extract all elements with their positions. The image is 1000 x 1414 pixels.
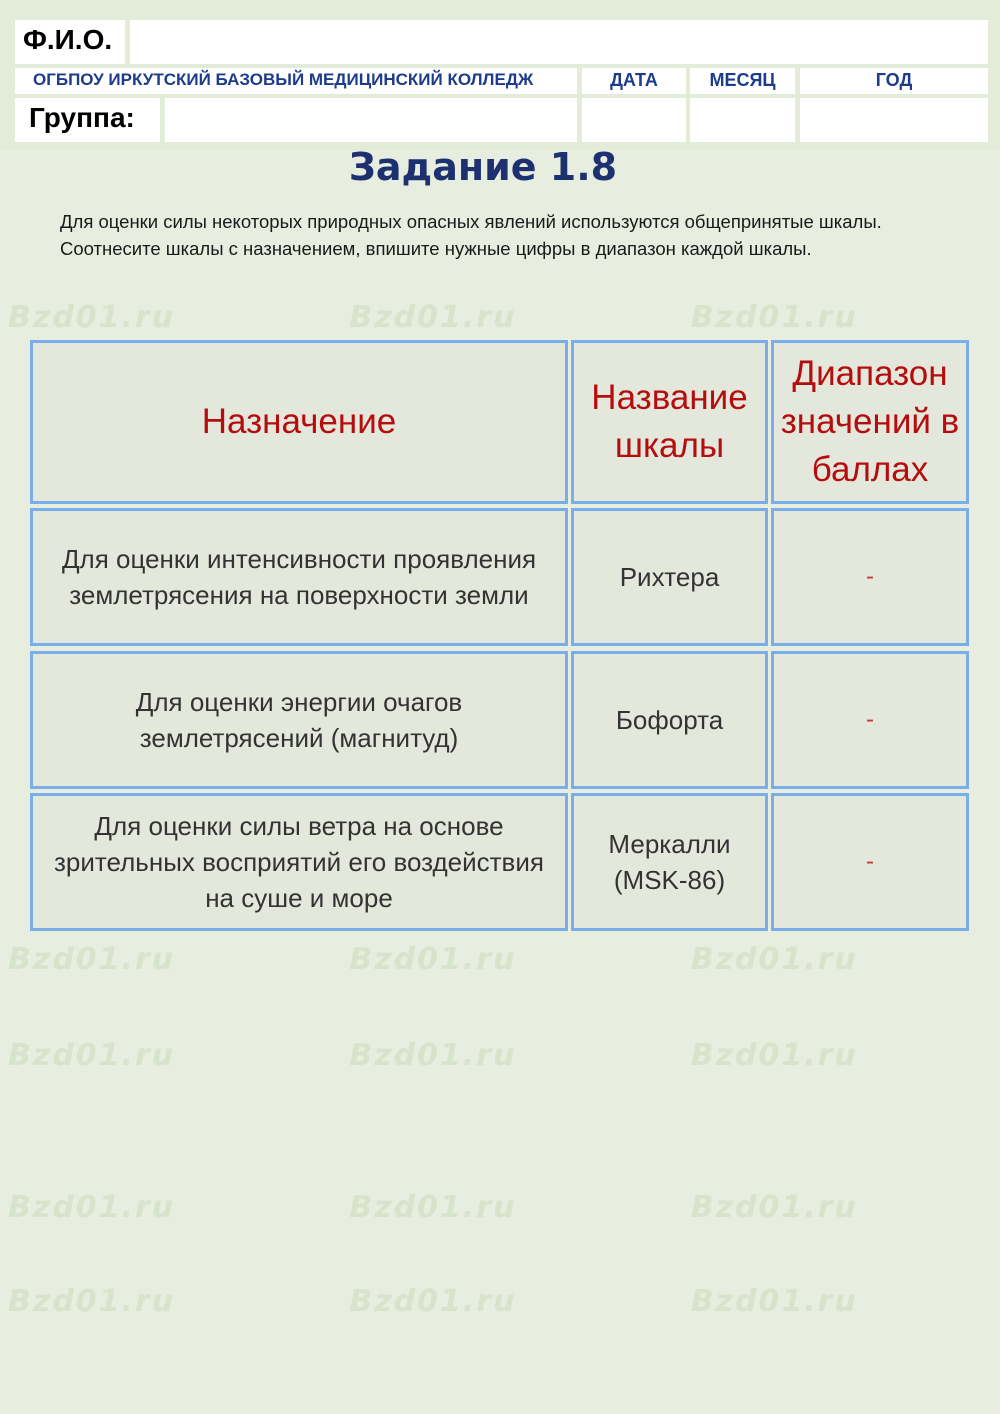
header-range: Диапазон значений в баллах [771, 340, 969, 504]
instruction-line: Соотнесите шкалы с назначением, впишите нужные цифры в диапазон каждой шкалы. [60, 238, 812, 259]
scale-name-cell: Меркалли (MSK-86) [571, 793, 768, 931]
college-name: ОГБПОУ ИРКУТСКИЙ БАЗОВЫЙ МЕДИЦИНСКИЙ КОЛЛЕДЖ [15, 68, 577, 94]
watermark-row: Bzd01.ru Bzd01.ru Bzd01.ru [8, 300, 858, 335]
date-label: ДАТА [582, 68, 686, 94]
year-label: ГОД [800, 68, 988, 94]
month-label: МЕСЯЦ [690, 68, 795, 94]
date-input[interactable] [582, 98, 686, 142]
watermark-row: Bzd01.ru Bzd01.ru Bzd01.ru [8, 1284, 858, 1319]
task-title: Задание 1.8 [348, 145, 618, 189]
purpose-cell: Для оценки интенсивности проявления землетрясения на поверхности земли [30, 508, 568, 646]
watermark-row: Bzd01.ru Bzd01.ru Bzd01.ru [8, 1190, 858, 1225]
instruction-line: Для оценки силы некоторых природных опасных явлений используются общепринятые шкалы. [60, 211, 882, 232]
header-scale-name: Название шкалы [571, 340, 768, 504]
watermark-row: Bzd01.ru Bzd01.ru Bzd01.ru [8, 942, 858, 977]
header-purpose: Назначение [30, 340, 568, 504]
header-form [0, 0, 1000, 150]
fio-input[interactable] [130, 20, 988, 64]
purpose-cell: Для оценки силы ветра на основе зрительных восприятий его воздействия на суше и море [30, 793, 568, 931]
group-input[interactable] [165, 98, 577, 142]
range-input[interactable]: - [771, 651, 969, 789]
year-input[interactable] [800, 98, 988, 142]
task-instructions [60, 208, 960, 262]
group-label: Группа: [15, 98, 160, 142]
scale-name-cell: Рихтера [571, 508, 768, 646]
range-input[interactable]: - [771, 508, 969, 646]
fio-label: Ф.И.О. [15, 20, 125, 64]
scale-name-cell: Бофорта [571, 651, 768, 789]
purpose-cell: Для оценки энергии очагов землетрясений (магнитуд) [30, 651, 568, 789]
watermark-row: Bzd01.ru Bzd01.ru Bzd01.ru [8, 1038, 858, 1073]
range-input[interactable]: - [771, 793, 969, 931]
month-input[interactable] [690, 98, 795, 142]
